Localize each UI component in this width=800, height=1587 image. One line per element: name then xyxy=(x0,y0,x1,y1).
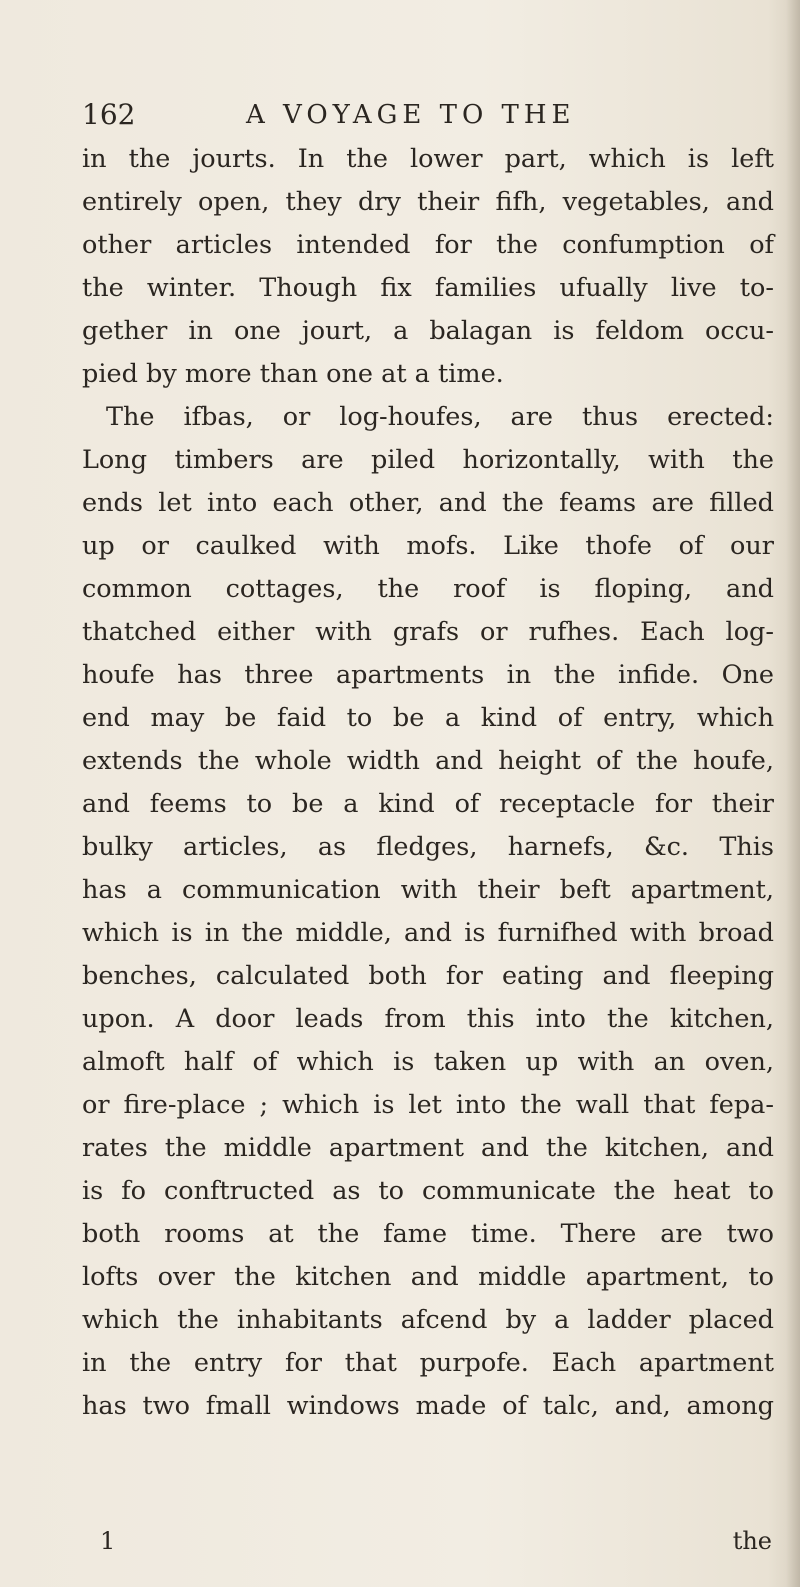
text-line: which is in the middle, and is furnifhed with broad xyxy=(82,918,774,948)
text-line: has a communication with their beft apartment, xyxy=(82,875,774,905)
text-line: in the entry for that purpofe. Each apartment xyxy=(82,1348,774,1378)
text-line: houfe has three apartments in the infide. One xyxy=(82,660,774,690)
signature-mark: 1 xyxy=(100,1527,116,1555)
text-line: up or caulked with mofs. Like thofe of our xyxy=(82,531,774,561)
text-line: rates the middle apartment and the kitchen, and xyxy=(82,1133,774,1163)
text-line: upon. A door leads from this into the kitchen, xyxy=(82,1004,774,1034)
text-line: has two fmall windows made of talc, and, among xyxy=(82,1391,774,1421)
text-line: lofts over the kitchen and middle apartment, to xyxy=(82,1262,774,1292)
text-line: which the inhabitants afcend by a ladder placed xyxy=(82,1305,774,1335)
text-line: the winter. Though fix families ufually live to- xyxy=(82,273,774,303)
text-line: is fo conftructed as to communicate the heat to xyxy=(82,1176,774,1206)
text-line: Long timbers are piled horizontally, with the xyxy=(82,445,774,475)
text-line: thatched either with grafs or rufhes. Each log- xyxy=(82,617,774,647)
text-line: both rooms at the fame time. There are two xyxy=(82,1219,774,1249)
paragraph-start-line: The ifbas, or log-houfes, are thus erected: xyxy=(106,402,774,432)
page-footer xyxy=(82,1527,774,1563)
text-line: pied by more than one at a time. xyxy=(82,359,504,389)
text-line: entirely open, they dry their fifh, vegetables, and xyxy=(82,187,774,217)
text-line: end may be faid to be a kind of entry, which xyxy=(82,703,774,733)
text-line: common cottages, the roof is floping, and xyxy=(82,574,774,604)
text-line: ends let into each other, and the feams are filled xyxy=(82,488,774,518)
running-title: A VOYAGE TO THE xyxy=(246,100,576,130)
running-header xyxy=(82,98,722,138)
text-line: and feems to be a kind of receptacle for their xyxy=(82,789,774,819)
page-edge-shadow xyxy=(786,0,800,1587)
text-line: extends the whole width and height of the houfe, xyxy=(82,746,774,776)
text-line: gether in one jourt, a balagan is feldom occu- xyxy=(82,316,774,346)
text-line: other articles intended for the confumption of xyxy=(82,230,774,260)
text-line: or fire-place ; which is let into the wall that fepa- xyxy=(82,1090,774,1120)
text-line: bulky articles, as fledges, harnefs, &c. This xyxy=(82,832,774,862)
catchword: the xyxy=(732,1527,772,1555)
page-number: 162 xyxy=(82,98,136,131)
text-line: almoft half of which is taken up with an oven, xyxy=(82,1047,774,1077)
body-text xyxy=(82,138,774,1428)
text-line: benches, calculated both for eating and fleeping xyxy=(82,961,774,991)
text-line: in the jourts. In the lower part, which is left xyxy=(82,144,774,174)
